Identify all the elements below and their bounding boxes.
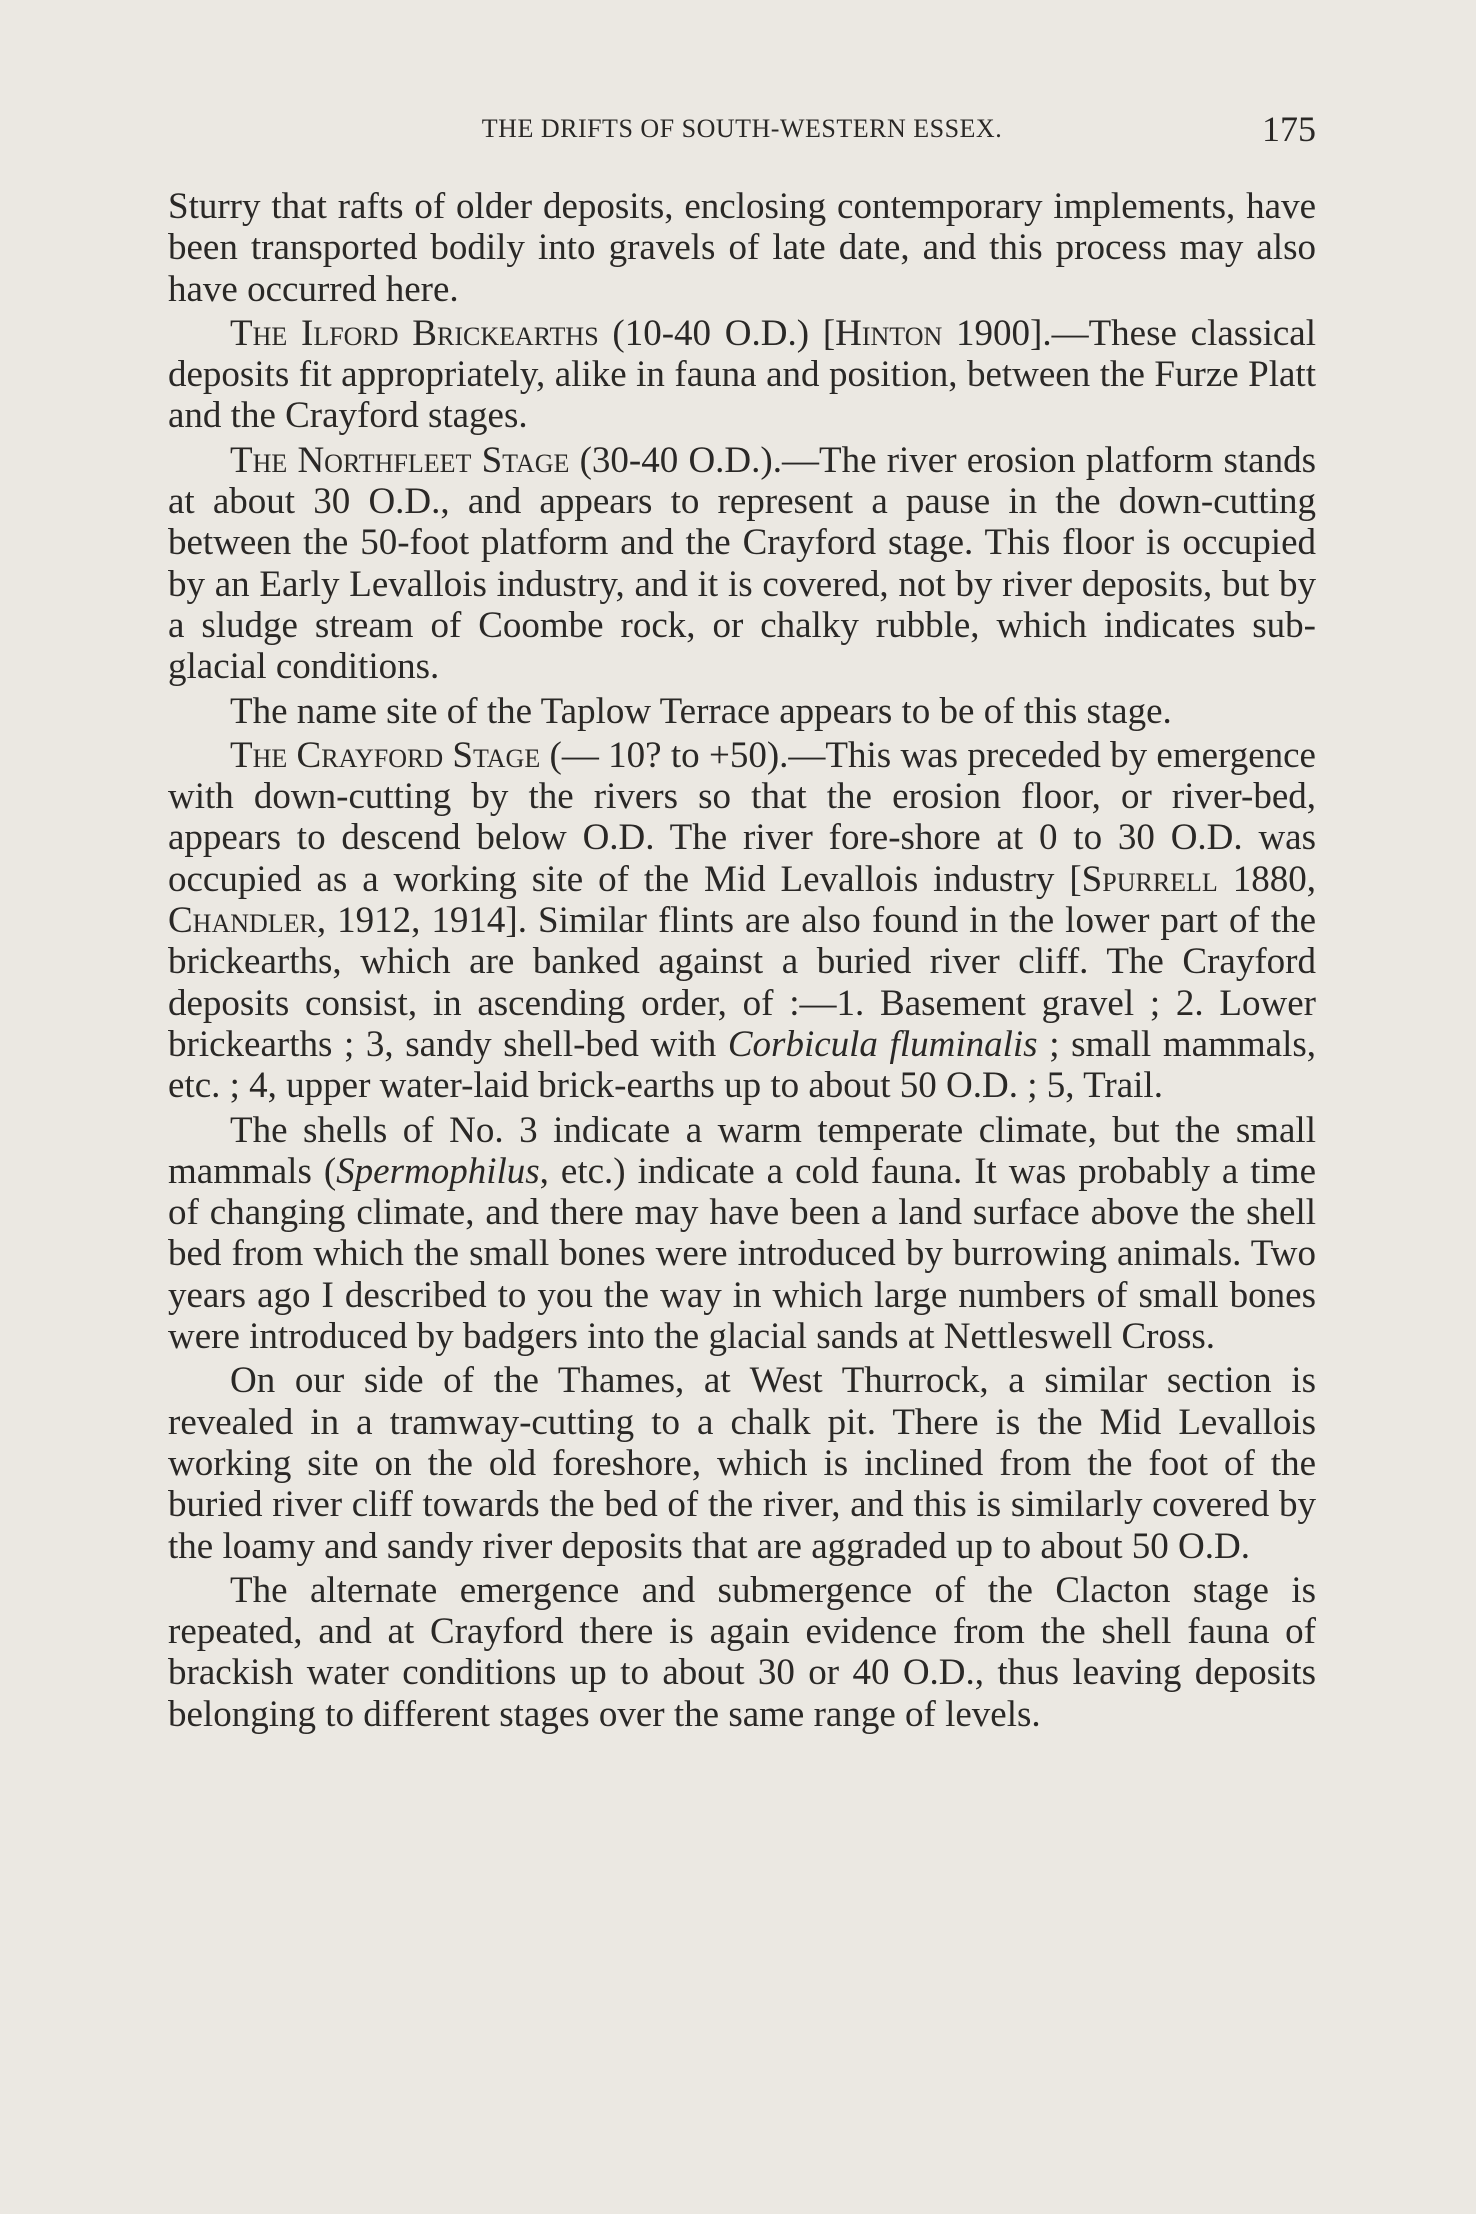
body-text [168,186,1316,1735]
page-number: 175 [1262,109,1316,149]
species-corbicula: Corbicula fluminalis [727,1023,1038,1065]
paragraph-6-text-b: , etc.) indicate a cold fauna. It was probably a time of changing climate, and there may have been a land surface above the shell bed from which the small bones were introduced by burrowing animals. Two years ago I described to you the way in which large numbers of small bones were introduced by badgers into the glacial sands at Nettleswell Cross. [168,1150,1316,1358]
paragraph-1: Sturry that rafts of older deposits, enclosing contemporary implements, have been transported bodily into gravels of late date, and this process may also have occurred here. [168,186,1316,310]
paragraph-5-text-d: ; small mammals, etc. ; 4, upper water-laid brick-earths up to about 50 O.D. ; 5, Trail. [168,1023,1317,1107]
reference-chandler: Chandler [168,900,317,942]
running-head: THE DRIFTS OF SOUTH-WESTERN ESSEX. [481,114,1003,143]
section-heading-northfleet: The Northfleet Stage [230,439,570,481]
paragraph-2-text-b: 1900].—These classical deposits fit appropriately, alike in fauna and position, between the Furze Platt and the Crayford stages. [168,312,1316,437]
reference-spurrell: Spurrell [1081,858,1218,900]
paragraph-4: The name site of the Taplow Terrace appears to be of this stage. [230,690,1172,732]
section-heading-crayford: The Crayford Stage [230,734,541,776]
paragraph-5-text-b: 1880, [1217,858,1316,900]
genus-spermophilus: Spermophilus [336,1150,540,1192]
paragraph-2 [168,313,1316,437]
paragraph-5 [168,735,1316,1107]
paragraph-6-text-a: The shells of No. 3 indicate a warm temperate climate, but the small mammals ( [168,1109,1316,1192]
paragraph-8: The alternate emergence and submergence of the Clacton stage is repeated, and at Crayford there is again evidence from the shell fauna of brackish water conditions up to about 30 or 40 O.D., thus leaving deposits belonging to different stages over the same range of levels. [168,1569,1316,1735]
paragraph-3 [168,440,1316,688]
paragraph-2-text-a: (10-40 O.D.) [ [598,312,836,354]
paragraph-3-text: (30-40 O.D.).—The river erosion platform stands at about 30 O.D., and appears to represent a pause in the down-cutting between the 50-foot platform and the Crayford stage. This floor is occupied by an Early Levallois industry, and it is covered, not by river deposits, but by a sludge stream of Coombe rock, or chalky rubble, which indicates sub-glacial conditions. [168,439,1316,688]
paragraph-5-text-c: , 1912, 1914]. Similar flints are also found in the lower part of the brickearths, which are banked against a buried river cliff. The Crayford deposits consist, in ascending order, of :—1. Basement gravel ; 2. Lower brickearths ; 3, sandy shell-bed with [168,900,1316,1065]
paragraph-5-text-a: (— 10? to +50).—This was preceded by emergence with down-cutting by the rivers so that the erosion floor, or river-bed, appears to descend below O.D. The river fore-shore at 0 to 30 O.D. was occupied as a working site of the Mid Levallois industry [ [168,734,1316,900]
paragraph-6 [168,1110,1316,1358]
section-heading-ilford: The Ilford Brickearths [230,312,599,354]
page-header [168,108,1316,152]
reference-hinton: Hinton [835,312,943,354]
paragraph-7: On our side of the Thames, at West Thurrock, a similar section is revealed in a tramway-cutting to a chalk pit. There is the Mid Levallois working site on the old foreshore, which is inclined from the foot of the buried river cliff towards the bed of the river, and this is similarly covered by the loamy and sandy river deposits that are aggraded up to about 50 O.D. [168,1360,1316,1567]
